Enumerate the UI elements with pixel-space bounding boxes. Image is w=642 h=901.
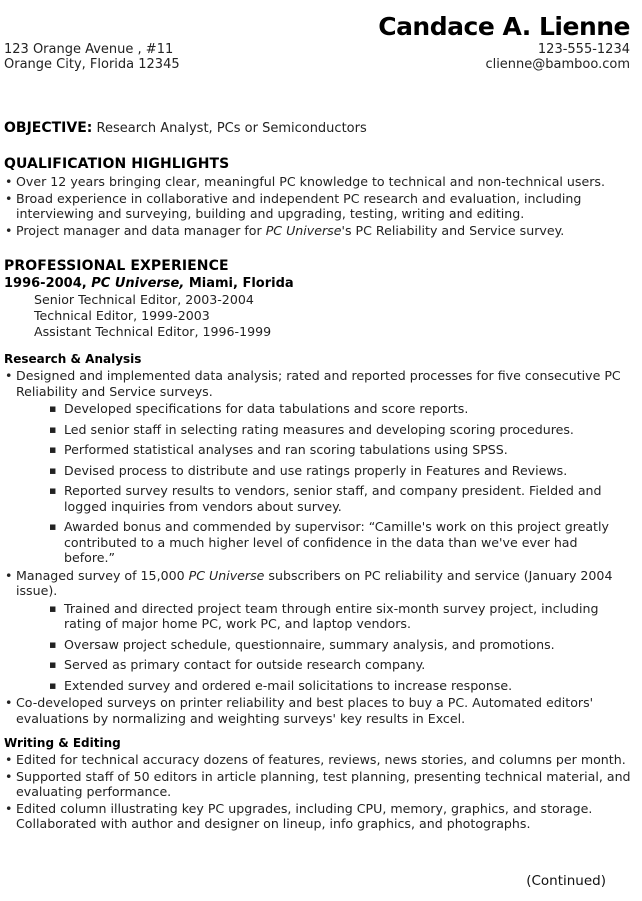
address-line-2: Orange City, Florida 12345 [4,57,180,72]
qualification-list [4,174,632,238]
qualification-item: • Over 12 years bringing clear, meaningful PC knowledge to technical and non-technical users. [4,174,632,190]
objective-label: OBJECTIVE: [4,120,93,136]
role-item: Senior Technical Editor, 2003-2004 [34,292,254,307]
research-subitem: ▪ Trained and directed project team through entire six-month survey project, including rating of major home PC, work PC, and laptop vendors. [16,601,632,632]
research-item-text-a: Managed survey of 15,000 [16,567,185,583]
candidate-name: Candace A. Lienne [378,12,630,41]
address-line-1: 123 Orange Avenue , #11 [4,42,174,57]
research-subitem: ▪ Extended survey and ordered e-mail solicitations to increase response. [16,678,632,694]
experience-heading: PROFESSIONAL EXPERIENCE [4,258,229,274]
research-subitem: ▪ Performed statistical analyses and ran scoring tabulations using SPSS. [16,442,632,458]
research-subitem: ▪ Developed specifications for data tabulations and score reports. [16,401,632,417]
qualification-item: • Broad experience in collaborative and independent PC research and evaluation, including interviewing and surveying, building and upgrading, testing, writing and editing. [4,191,632,222]
research-subitem: ▪ Devised process to distribute and use ratings properly in Features and Reviews. [16,463,632,479]
resume-body [4,120,632,833]
research-subitem: ▪ Led senior staff in selecting rating measures and developing scoring procedures. [16,422,632,438]
qualification-heading: QUALIFICATION HIGHLIGHTS [4,156,230,172]
research-item [4,568,632,694]
research-subitem: ▪ Reported survey results to vendors, senior staff, and company president. Fielded and logged inquiries from vendors about survey. [16,483,632,514]
role-item: Technical Editor, 1999-2003 [34,308,210,323]
research-subitem: ▪ Served as primary contact for outside research company. [16,657,632,673]
research-item [4,368,632,566]
job-company: PC Universe, [91,276,185,291]
research-sublist [16,401,632,566]
email-address: clienne@bamboo.com [485,57,630,72]
writing-list [4,752,632,832]
role-item: Assistant Technical Editor, 1996-1999 [34,324,272,339]
writing-heading: Writing & Editing [4,736,121,750]
address-block [4,42,180,72]
research-list [4,368,632,726]
role-list [4,292,632,340]
qualification-item: • Project manager and data manager for PC Universe's PC Reliability and Service survey. [4,223,632,239]
continued-note: (Continued) [526,873,606,889]
research-item-text-b: subscribers on PC reliability and service (January 2004 issue). [16,567,613,598]
job-years: 1996-2004, [4,276,87,291]
research-heading: Research & Analysis [4,352,142,366]
research-item-publication: PC Universe [188,567,265,583]
research-sublist [16,601,632,694]
objective-text: Research Analyst, PCs or Semiconductors [96,121,367,136]
writing-item: • Edited column illustrating key PC upgrades, including CPU, memory, graphics, and storage. Collaborated with author and designer on lineup, info graphics, and photographs. [4,801,632,832]
writing-item: • Supported staff of 50 editors in article planning, test planning, presenting technical material, and evaluating performance. [4,769,632,800]
phone-number: 123-555-1234 [537,42,630,57]
writing-item: • Edited for technical accuracy dozens of features, reviews, news stories, and columns per month. [4,752,632,768]
job-line [4,276,632,291]
job-location: Miami, Florida [188,276,294,291]
research-item-text: Designed and implemented data analysis; rated and reported processes for five consecutive PC Reliability and Service surveys. [16,368,621,399]
research-subitem: ▪ Oversaw project schedule, questionnaire, summary analysis, and promotions. [16,637,632,653]
research-item: • Co-developed surveys on printer reliability and best places to buy a PC. Automated editors' evaluations by normalizing and weighting surveys' key results in Excel. [4,695,632,726]
research-subitem: ▪ Awarded bonus and commended by supervisor: “Camille's work on this project greatly contributed to a much higher level of confidence in the data than we've ever had before.” [16,519,632,566]
contact-block [485,42,630,72]
objective-line [4,120,632,136]
